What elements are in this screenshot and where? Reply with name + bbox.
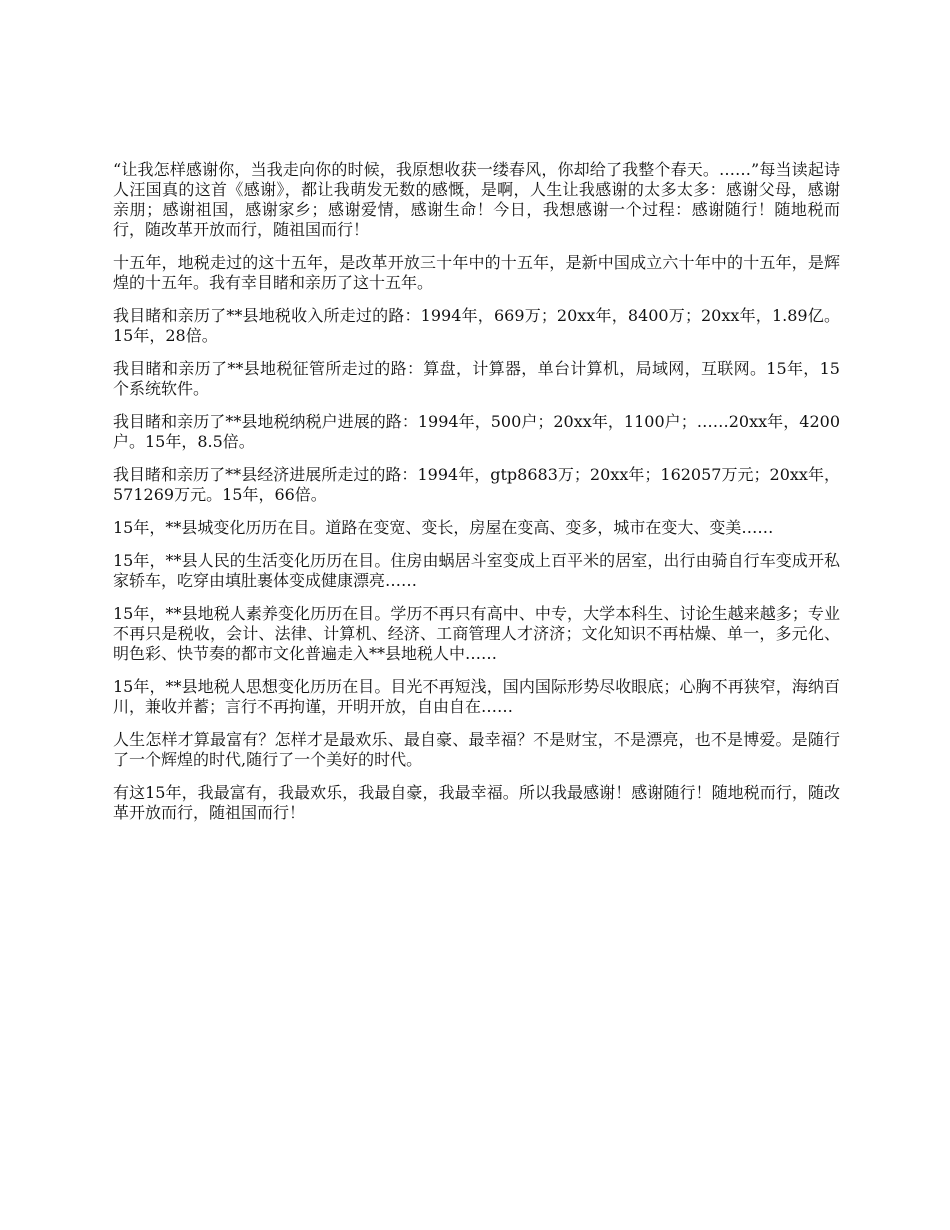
paragraph-fifteen-years: 十五年，地税走过的这十五年，是改革开放三十年中的十五年，是新中国成立六十年中的十五年，是辉煌的十五年。我有幸目睹和亲历了这十五年。 — [113, 253, 840, 292]
paragraph-economy: 我目睹和亲历了**县经济进展所走过的路：1994年，gtp8683万；20xx年；162057万元；20xx年，571269万元。15年，66倍。 — [113, 465, 840, 504]
paragraph-richest-life: 人生怎样才算最富有？怎样才是最欢乐、最自豪、最幸福？不是财宝，不是漂亮，也不是博爱。是随行了一个辉煌的时代,随行了一个美好的时代。 — [113, 730, 840, 769]
paragraph-tax-management: 我目睹和亲历了**县地税征管所走过的路：算盘，计算器，单台计算机，局域网，互联网。15年，15个系统软件。 — [113, 359, 840, 398]
document-body — [113, 160, 840, 836]
paragraph-county-town: 15年，**县城变化历历在目。道路在变宽、变长，房屋在变高、变多，城市在变大、变美…… — [113, 518, 774, 537]
paragraph-intro: “让我怎样感谢你，当我走向你的时候，我原想收获一缕春风，你却给了我整个春天。……”每当读起诗人汪国真的这首《感谢》，都让我萌发无数的感慨，是啊，人生让我感谢的太多太多：感谢父母，感谢亲朋；感谢祖国，感谢家乡；感谢爱情，感谢生命！今日，我想感谢一个过程：感谢随行！随地税而行，随改革开放而行，随祖国而行！ — [113, 160, 840, 239]
paragraph-staff-thinking: 15年，**县地税人思想变化历历在目。目光不再短浅，国内国际形势尽收眼底；心胸不再狭窄，海纳百川，兼收并蓄；言行不再拘谨，开明开放，自由自在…… — [113, 677, 840, 716]
paragraph-staff-quality: 15年，**县地税人素养变化历历在目。学历不再只有高中、中专，大学本科生、讨论生越来越多；专业不再只是税收，会计、法律、计算机、经济、工商管理人才济济；文化知识不再枯燥、单一，多元化、明色彩、快节奏的都市文化普遍走入**县地税人中…… — [113, 604, 840, 663]
paragraph-tax-revenue: 我目睹和亲历了**县地税收入所走过的路：1994年，669万；20xx年，8400万；20xx年，1.89亿。15年，28倍。 — [113, 306, 840, 345]
paragraph-people-life: 15年，**县人民的生活变化历历在目。住房由蜗居斗室变成上百平米的居室，出行由骑自行车变成开私家轿车，吃穿由填肚裹体变成健康漂亮…… — [113, 551, 840, 590]
paragraph-taxpayers: 我目睹和亲历了**县地税纳税户进展的路：1994年，500户；20xx年，1100户；……20xx年，4200户。15年，8.5倍。 — [113, 412, 840, 451]
paragraph-conclusion: 有这15年，我最富有，我最欢乐，我最自豪，我最幸福。所以我最感谢！感谢随行！随地税而行，随改革开放而行，随祖国而行！ — [113, 783, 840, 822]
